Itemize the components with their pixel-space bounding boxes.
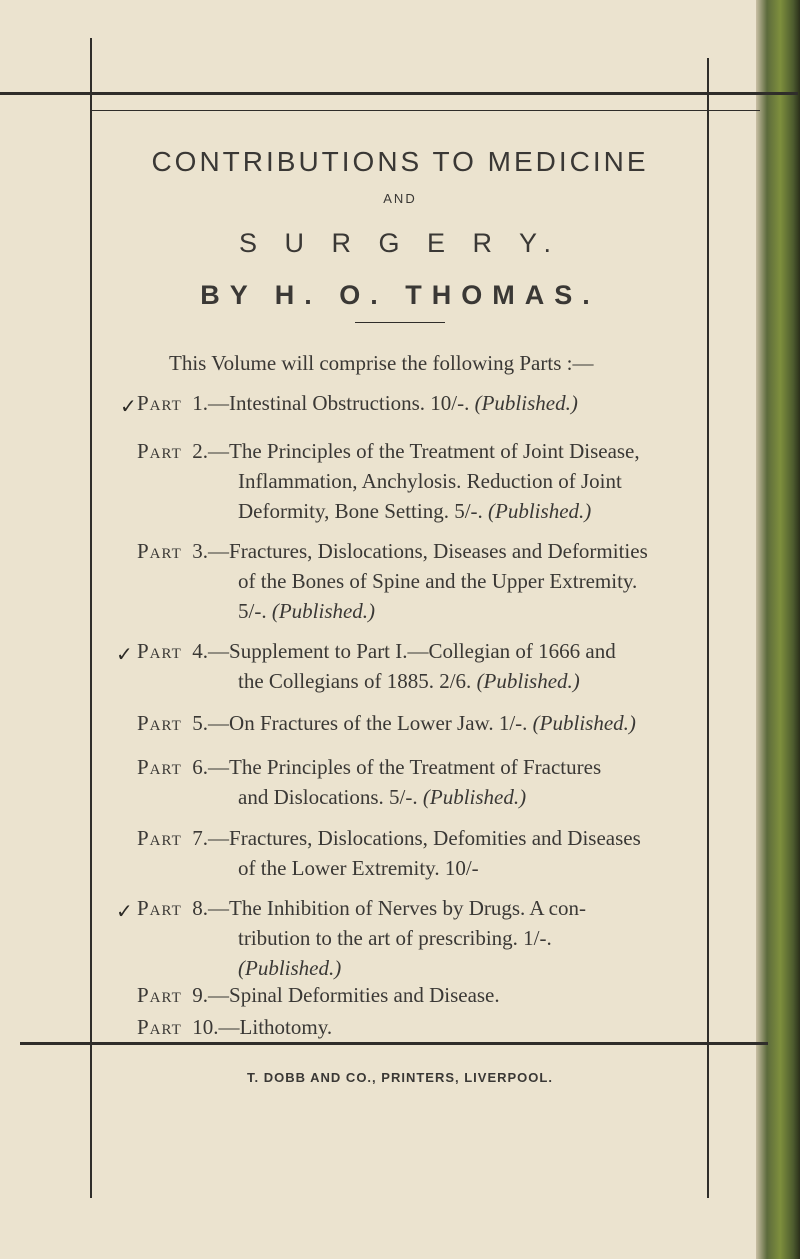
part-item [137, 388, 578, 418]
part-label: Part [137, 639, 182, 663]
rule-title-small [355, 322, 445, 323]
published-note: (Published.) [271, 599, 376, 623]
part-text-continued: and Dislocations. 5/-. [238, 785, 423, 809]
tick-mark-icon: ✓ [120, 396, 137, 418]
part-label: Part [137, 896, 182, 920]
rule-left [90, 38, 92, 1198]
part-number: 3.— [192, 539, 230, 563]
part-item [137, 752, 684, 812]
part-text-continued: of the Bones of Spine and the Upper Extremity. [238, 569, 638, 593]
part-text: The Principles of the Treatment of Fractures [229, 755, 602, 779]
part-label: Part [137, 755, 182, 779]
published-note: (Published.) [474, 391, 578, 415]
part-label: Part [137, 826, 182, 850]
part-label: Part [137, 1015, 182, 1039]
part-text: Intestinal Obstructions. 10/-. [229, 391, 475, 415]
published-note: (Published.) [476, 669, 580, 693]
part-number: 9.— [192, 983, 230, 1007]
part-text: The Principles of the Treatment of Joint Disease, [229, 439, 640, 463]
title-line-2: AND [383, 191, 417, 206]
part-text-continued: Inflammation, Anchylosis. Reduction of Joint [238, 469, 622, 493]
part-text: Spinal Deformities and Disease. [229, 983, 500, 1007]
printer-imprint: T. DOBB AND CO., PRINTERS, LIVERPOOL. [247, 1070, 553, 1085]
part-number: 4.— [192, 639, 230, 663]
part-text-continued: 5/-. [238, 599, 272, 623]
part-item [137, 1012, 332, 1042]
published-note: (Published.) [532, 711, 636, 735]
book-spine-edge [756, 0, 800, 1259]
part-text-continued: Deformity, Bone Setting. 5/-. [238, 499, 489, 523]
part-label: Part [137, 439, 182, 463]
published-note: (Published.) [238, 956, 342, 980]
rule-top-inner [90, 110, 760, 111]
part-item [137, 823, 684, 883]
part-number: 10.— [192, 1015, 240, 1039]
part-item [137, 893, 684, 983]
published-note: (Published.) [422, 785, 527, 809]
part-text: Fractures, Dislocations, Defomities and Diseases [229, 826, 641, 850]
rule-top [0, 92, 798, 95]
part-label: Part [137, 391, 182, 415]
part-number: 2.— [192, 439, 230, 463]
tick-mark-icon: ✓ [116, 901, 133, 923]
title-line-3: S U R G E R Y. [238, 228, 562, 258]
part-item [137, 436, 684, 526]
part-label: Part [137, 711, 182, 735]
part-text-continued: tribution to the art of prescribing. 1/-. [238, 926, 552, 950]
tick-mark-icon: ✓ [116, 644, 133, 666]
part-item [137, 980, 500, 1010]
part-number: 1.— [192, 391, 230, 415]
part-text-continued: the Collegians of 1885. 2/6. [238, 669, 477, 693]
part-number: 5.— [192, 711, 230, 735]
part-text: Supplement to Part I.—Collegian of 1666 and [229, 639, 616, 663]
title-line-4: BY H. O. THOMAS. [200, 280, 600, 310]
rule-bottom [20, 1042, 768, 1045]
part-text: Fractures, Dislocations, Diseases and Deformities [229, 539, 648, 563]
part-number: 6.— [192, 755, 230, 779]
part-item [137, 708, 636, 738]
intro-text: This Volume will comprise the following Parts :— [169, 351, 594, 375]
part-text: The Inhibition of Nerves by Drugs. A con- [229, 896, 586, 920]
part-text: Lithotomy. [239, 1015, 333, 1039]
part-item [137, 536, 684, 626]
part-number: 8.— [192, 896, 230, 920]
part-label: Part [137, 983, 182, 1007]
published-note: (Published.) [488, 499, 592, 523]
part-text: On Fractures of the Lower Jaw. 1/-. [229, 711, 533, 735]
part-item [137, 636, 684, 696]
part-label: Part [137, 539, 182, 563]
part-number: 7.— [192, 826, 230, 850]
title-line-1: CONTRIBUTIONS TO MEDICINE [151, 146, 649, 177]
part-text-continued: of the Lower Extremity. 10/- [238, 856, 479, 880]
